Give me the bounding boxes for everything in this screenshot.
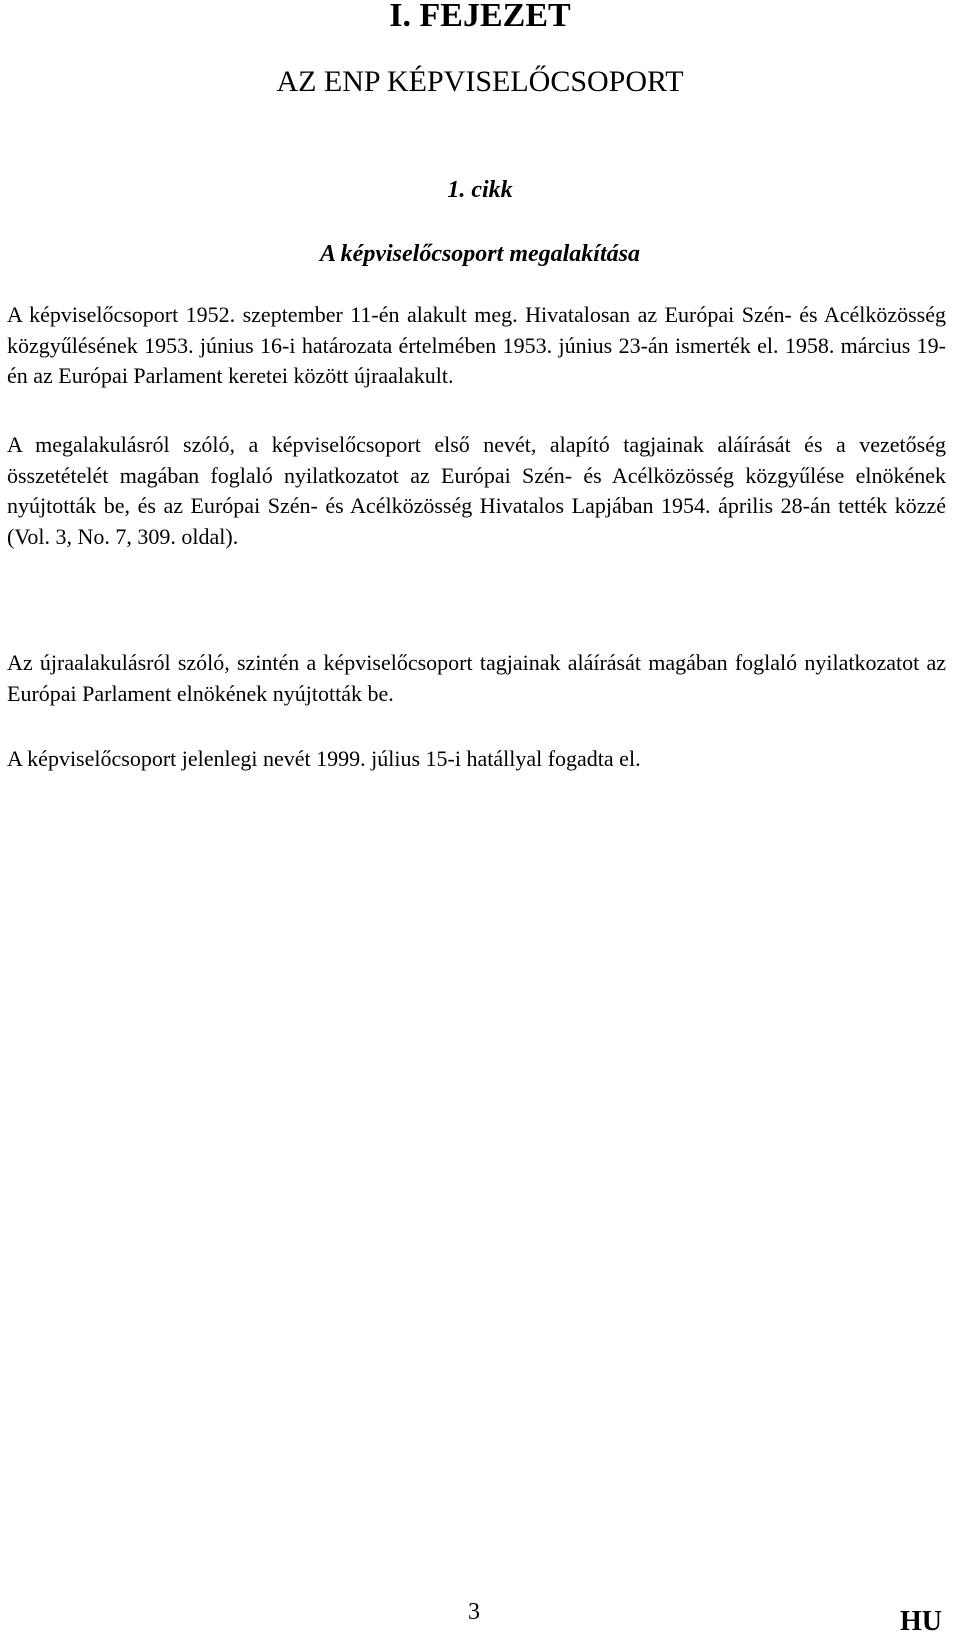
article-number: 1. cikk xyxy=(447,177,513,203)
chapter-title: I. FEJEZET xyxy=(389,0,571,34)
paragraph-reconstitution: Az újraalakulásról szóló, szintén a képviselőcsoport tagjainak aláírását magában foglaló nyilatkozatot az Európai Parlament elnökének nyújtották be. xyxy=(7,650,946,706)
article-title: A képviselőcsoport megalakítása xyxy=(320,241,640,267)
language-code: HU xyxy=(900,1606,942,1637)
paragraph-current-name: A képviselőcsoport jelenlegi nevét 1999. július 15-i hatállyal fogadta el. xyxy=(7,746,641,771)
page-number: 3 xyxy=(468,1599,480,1625)
paragraph-founding: A képviselőcsoport 1952. szeptember 11-én alakult meg. Hivatalosan az Európai Szén- és Acélközösség közgyűlésének 1953. június 16-i határozata értelmében 1953. június 23-án ismerték el. 1958. március 19-én az Európai Parlament keretei között újraalakult. xyxy=(7,302,946,388)
group-title: AZ ENP KÉPVISELŐCSOPORT xyxy=(276,65,684,98)
paragraph-declaration: A megalakulásról szóló, a képviselőcsoport első nevét, alapító tagjainak aláírását és a vezetőség összetételét magában foglaló nyilatkozatot az Európai Szén- és Acélközösség közgyűlése elnökének nyújtották be, és az Európai Szén- és Acélközösség Hivatalos Lapjában 1954. április 28-án tették közzé (Vol. 3, No. 7, 309. oldal). xyxy=(7,432,946,549)
